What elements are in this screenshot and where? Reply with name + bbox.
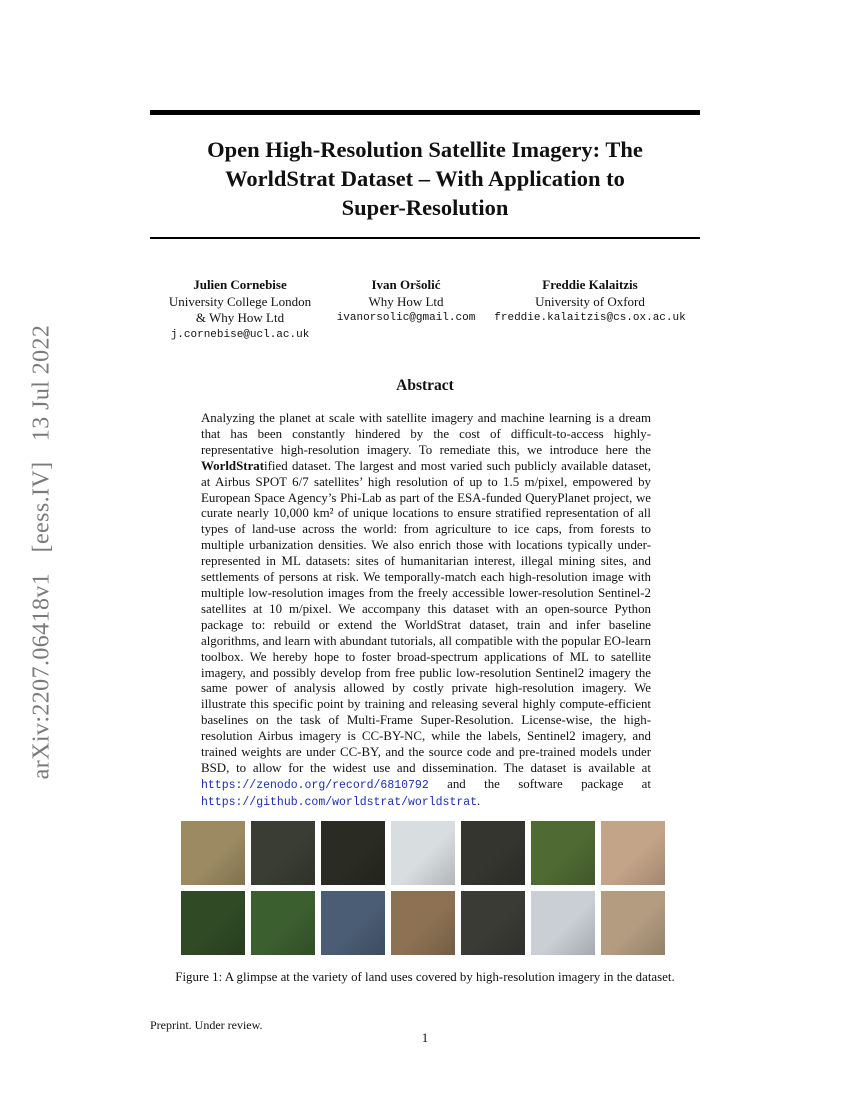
- abstract-text: [201, 411, 651, 811]
- author-affiliation: University College London: [168, 293, 312, 309]
- satellite-image-tile: [531, 891, 595, 955]
- figure-caption: Figure 1: A glimpse at the variety of land uses covered by high-resolution imagery in the dataset.: [175, 970, 675, 984]
- satellite-image-grid: [181, 821, 669, 955]
- title-top-rule: [150, 110, 700, 115]
- arxiv-category: [eess.IV]: [28, 461, 55, 553]
- satellite-image-tile: [531, 821, 595, 885]
- abstract-part-2: ified dataset. The largest and most varied such publicly available dataset, at Airbus SPOT 6/7 satellites’ high resolution of up to 1.5 m/pixel, empowered by European Space Agency’s Phi-Lab as part of the ESA-funded QueryPlanet project, we curate nearly 10,000 km² of unique locations to ensure stratified representation of all types of land-use across the world: from agriculture to ice caps, from forests to multiple urbanization densities. We also enrich those with locations typically under-represented in ML datasets: sites of humanitarian interest, illegal mining sites, and settlements of persons at risk. We temporally-match each high-resolution image with multiple low-resolution images from the freely accessible lower-resolution Sentinel-2 satellites at 10 m/pixel. We accompany this dataset with an open-source Python package to: rebuild or extend the WorldStrat dataset, train and infer baseline algorithms, and learn with abundant tutorials, all compatible with the popular EO-learn toolbox. We hereby hope to foster broad-spectrum applications of ML to satellite imagery, and possibly develop from free public low-resolution Sentinel2 imagery the same power of analysis allowed by costly private high-resolution imagery. We illustrate this specific point by training and releasing several highly compute-efficient baselines on the task of Multi-Frame Super-Resolution. License-wise, the high-resolution Airbus imagery is CC-BY-NC, while the labels, Sentinel2 imagery, and trained weights are under CC-BY, and the source code and pre-trained models under BSD, to allow for the widest use and dissemination. The dataset is available at: [201, 458, 651, 775]
- satellite-image-tile: [181, 821, 245, 885]
- author-name: Julien Cornebise: [193, 277, 287, 292]
- preprint-note: Preprint. Under review.: [150, 1018, 263, 1032]
- author-affiliation: Why How Ltd: [368, 293, 444, 309]
- author-email[interactable]: j.cornebise@ucl.ac.uk: [170, 328, 310, 341]
- software-link[interactable]: https://github.com/worldstrat/worldstrat: [201, 795, 478, 809]
- satellite-image-tile: [321, 891, 385, 955]
- title-bottom-rule: [150, 237, 700, 239]
- author-3: [490, 277, 690, 327]
- arxiv-date: 13 Jul 2022: [28, 324, 55, 442]
- author-affiliation: University of Oxford: [535, 293, 645, 309]
- abstract-bold-world: World: [201, 458, 237, 473]
- abstract-bold-strat: Strat: [236, 458, 265, 473]
- author-name: Ivan Oršolić: [371, 277, 441, 292]
- author-2: [326, 277, 486, 327]
- satellite-image-tile: [391, 891, 455, 955]
- abstract-heading: Abstract: [396, 377, 454, 394]
- title-line-2: WorldStrat Dataset – With Application to: [225, 166, 625, 191]
- author-email[interactable]: freddie.kalaitzis@cs.ox.ac.uk: [494, 312, 686, 324]
- satellite-image-tile: [601, 821, 665, 885]
- author-name: Freddie Kalaitzis: [542, 277, 638, 292]
- dataset-link[interactable]: https://zenodo.org/record/6810792: [201, 778, 429, 792]
- paper-title: [150, 135, 700, 222]
- abstract-part-4: .: [477, 793, 481, 808]
- satellite-image-tile: [461, 821, 525, 885]
- satellite-image-tile: [251, 891, 315, 955]
- abstract-part-1: Analyzing the planet at scale with satellite imagery and machine learning is a dream that has been constantly hindered by the cost of difficult-to-access highly-representative high-resolution imagery. To remediate this, we introduce here the: [201, 411, 651, 457]
- author-affiliation-2: & Why How Ltd: [195, 310, 285, 325]
- arxiv-id: arXiv:2207.06418v1: [28, 572, 55, 780]
- abstract-part-3: and the software package at: [428, 776, 651, 791]
- satellite-image-tile: [321, 821, 385, 885]
- author-1: [155, 277, 325, 343]
- satellite-image-tile: [461, 891, 525, 955]
- satellite-image-tile: [251, 821, 315, 885]
- satellite-image-tile: [601, 891, 665, 955]
- page-number: 1: [421, 1030, 429, 1045]
- author-email[interactable]: ivanorsolic@gmail.com: [336, 312, 476, 324]
- satellite-image-tile: [181, 891, 245, 955]
- satellite-image-tile: [391, 821, 455, 885]
- title-line-1: Open High-Resolution Satellite Imagery: The: [207, 137, 643, 162]
- title-line-3: Super-Resolution: [341, 195, 509, 220]
